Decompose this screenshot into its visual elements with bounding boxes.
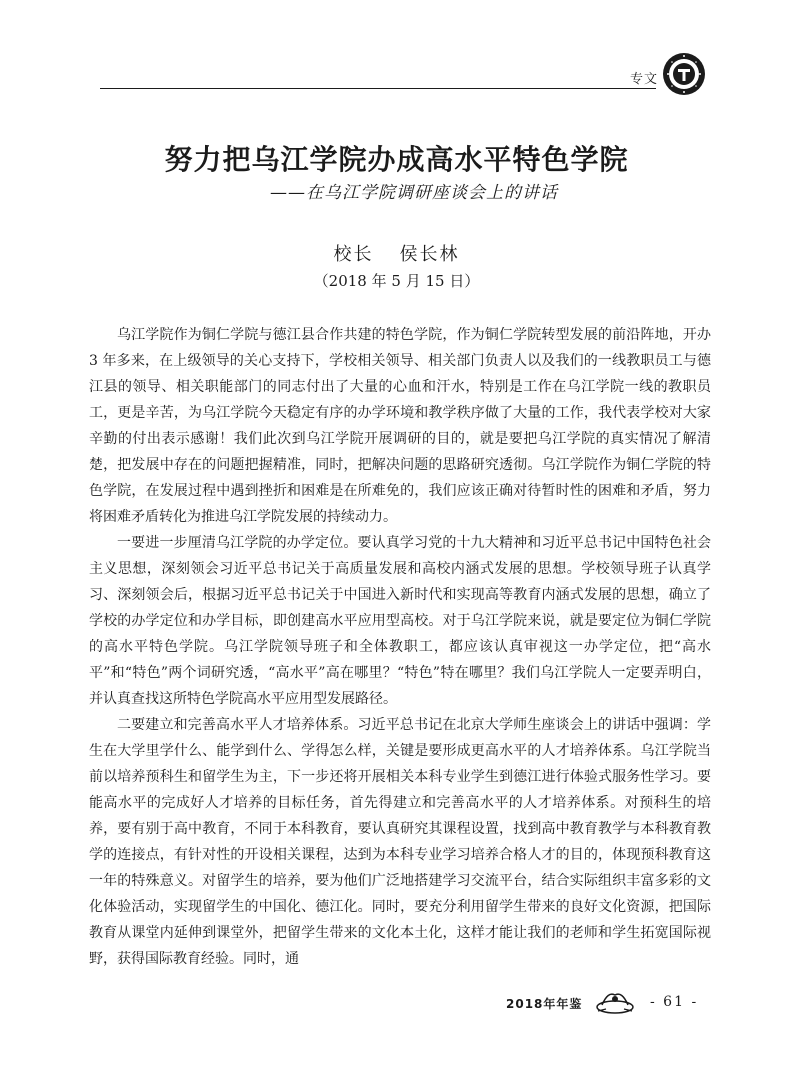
section-label: 专文 — [629, 72, 658, 87]
article-title: 努力把乌江学院办成高水平特色学院 — [164, 143, 629, 176]
author-role: 校长 — [333, 244, 374, 265]
author-line — [0, 240, 793, 266]
speech-date: （2018 年 5 月 15 日） — [313, 272, 480, 290]
page-number: - 61 - — [650, 994, 699, 1010]
page-header — [0, 0, 793, 100]
body-paragraph: 乌江学院作为铜仁学院与德江县合作共建的特色学院，作为铜仁学院转型发展的前沿阵地，开办 3 年多来，在上级领导的关心支持下，学校相关领导、相关部门负责人以及我们的一线教职员工与德江县的领导、相关职能部门的同志付出了大量的心血和汗水，特别是工作在乌江学院一线的教职员工，更是辛苦，为乌江学院今天稳定有序的办学环境和教学秩序做了大量的工作，我代表学校对大家辛勤的付出表示感谢！我们此次到乌江学院开展调研的目的，就是要把乌江学院的真实情况了解清楚，把发展中存在的问题把握精准，同时，把解决问题的思路研究透彻。乌江学院作为铜仁学院的特色学院，在发展过程中遇到挫折和困难是在所难免的，我们应该正确对待暂时性的困难和矛盾，努力将困难矛盾转化为推进乌江学院发展的持续动力。 — [89, 327, 711, 525]
article-subtitle: ——在乌江学院调研座谈会上的讲话 — [270, 183, 558, 203]
university-emblem-icon — [662, 52, 706, 96]
author-name: 侯长林 — [399, 244, 460, 265]
body-paragraph: 一要进一步厘清乌江学院的办学定位。要认真学习党的十九大精神和习近平总书记中国特色社会主义思想，深刻领会习近平总书记关于高质量发展和高校内涵式发展的思想。学校领导班子认真学习、深刻领会后，根据习近平总书记关于中国进入新时代和实现高等教育内涵式发展的思想，确立了学校的办学定位和办学目标，即创建高水平应用型高校。对于乌江学院来说，就是要定位为铜仁学院的高水平特色学院。乌江学院领导班子和全体教职工，都应该认真审视这一办学定位，把“高水平”和“特色”两个词研究透，“高水平”高在哪里？“特色”特在哪里？我们乌江学院人一定要弄明白，并认真查找这所特色学院高水平应用型发展路径。 — [89, 535, 711, 707]
article-body — [89, 322, 711, 972]
body-paragraph: 二要建立和完善高水平人才培养体系。习近平总书记在北京大学师生座谈会上的讲话中强调：学生在大学里学什么、能学到什么、学得怎么样，关键是要形成更高水平的人才培养体系。乌江学院当前以培养预科生和留学生为主，下一步还将开展相关本科专业学生到德江进行体验式服务性学习。要能高水平的完成好人才培养的目标任务，首先得建立和完善高水平的人才培养体系。对预科生的培养，要有别于高中教育，不同于本科教育，要认真研究其课程设置，找到高中教育教学与本科教育教学的连接点，有针对性的开设相关课程，达到为本科专业学习培养合格人才的目的，体现预科教育这一年的特殊意义。对留学生的培养，要为他们广泛地搭建学习交流平台，结合实际组织丰富多彩的文化体验活动，实现留学生的中国化、德江化。同时，要充分利用留学生带来的良好文化资源，把国际教育从课堂内延伸到课堂外，把留学生带来的文化本土化，这样才能让我们的老师和学生拓宽国际视野，获得国际教育经验。同时，通 — [89, 717, 711, 967]
yearbook-brand: 2018年年鉴 — [506, 997, 583, 1011]
yearbook-decoration-icon — [594, 987, 636, 1015]
header-rule — [100, 88, 656, 89]
page-footer — [0, 985, 793, 1025]
